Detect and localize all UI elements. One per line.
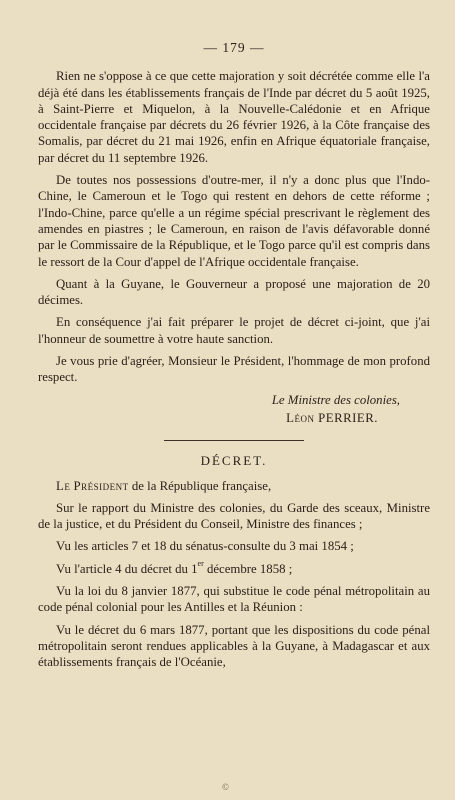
paragraph-majoration: Rien ne s'oppose à ce que cette majoration y soit décrétée comme elle l'a déjà été dans les établissements français de l'Inde par décret du 5 août 1925, à Saint-Pierre et Miquelon, à la Nouvelle-Calédonie et en Afrique occidentale française par décrets du 26 février 1926, à la Côte française des Somalis, par décret du 21 mai 1926, enfin en Afrique équatoriale française, par décret du 11 septembre 1926. (38, 69, 430, 165)
paragraph-guyane: Quant à la Guyane, le Gouverneur a proposé une majoration de 20 décimes. (38, 276, 430, 308)
signature-name: Léon PERRIER. (286, 410, 378, 425)
decree-opening-president: Président (73, 478, 129, 493)
signature-block (38, 392, 430, 427)
page-content (38, 40, 430, 677)
decree-item-article4-date: décembre 1858 ; (203, 561, 293, 576)
decree-item-decret-1877: Vu le décret du 6 mars 1877, portant que les dispositions du code pénal métropolitain seront rendues applicables à la Guyane, à Madagascar et aux établissements français de l'Océanie, (38, 622, 430, 670)
decree-item-article4 (38, 558, 430, 577)
decree-opening-le: Le (56, 478, 71, 493)
decree-item-article4-text: Vu l'article 4 du décret du 1 (56, 561, 198, 576)
paragraph-consequence: En conséquence j'ai fait préparer le projet de décret ci-joint, que j'ai l'honneur de soumettre à votre haute sanction. (38, 315, 430, 346)
page-number: — 179 — (203, 40, 265, 55)
decree-item-senatus: Vu les articles 7 et 18 du sénatus-consulte du 3 mai 1854 ; (56, 539, 354, 554)
footer-mark: © (222, 782, 229, 792)
section-divider (164, 440, 304, 441)
paragraph-respect: Je vous prie d'agréer, Monsieur le Président, l'hommage de mon profond respect. (38, 354, 430, 385)
decree-item-rapport: Sur le rapport du Ministre des colonies, du Garde des sceaux, Ministre de la justice, et du Président du Conseil, Ministre des finances ; (38, 500, 430, 532)
ordinal-superscript: er (197, 558, 204, 568)
decree-item-loi-1877: Vu la loi du 8 janvier 1877, qui substitue le code pénal métropolitain au code pénal colonial pour les Antilles et la Réunion : (38, 584, 430, 615)
decree-title: DÉCRET. (200, 453, 268, 469)
decree-opening (38, 478, 430, 494)
signature-role: Le Ministre des colonies, (271, 392, 400, 407)
decree-opening-rest: de la République française, (131, 478, 272, 493)
paragraph-possessions: De toutes nos possessions d'outre-mer, il n'y a donc plus que l'Indo-Chine, le Cameroun et le Togo qui restent en dehors de cette réforme ; l'Indo-Chine, parce qu'elle a un régime spécial prescrivant le règlement des amendes en piastres ; le Cameroun, en raison de l'avis défavorable donné par le Commissaire de la République, et le Togo parce qu'il est compris dans le ressort de la Cour d'appel de l'Afrique occidentale française. (38, 173, 430, 269)
